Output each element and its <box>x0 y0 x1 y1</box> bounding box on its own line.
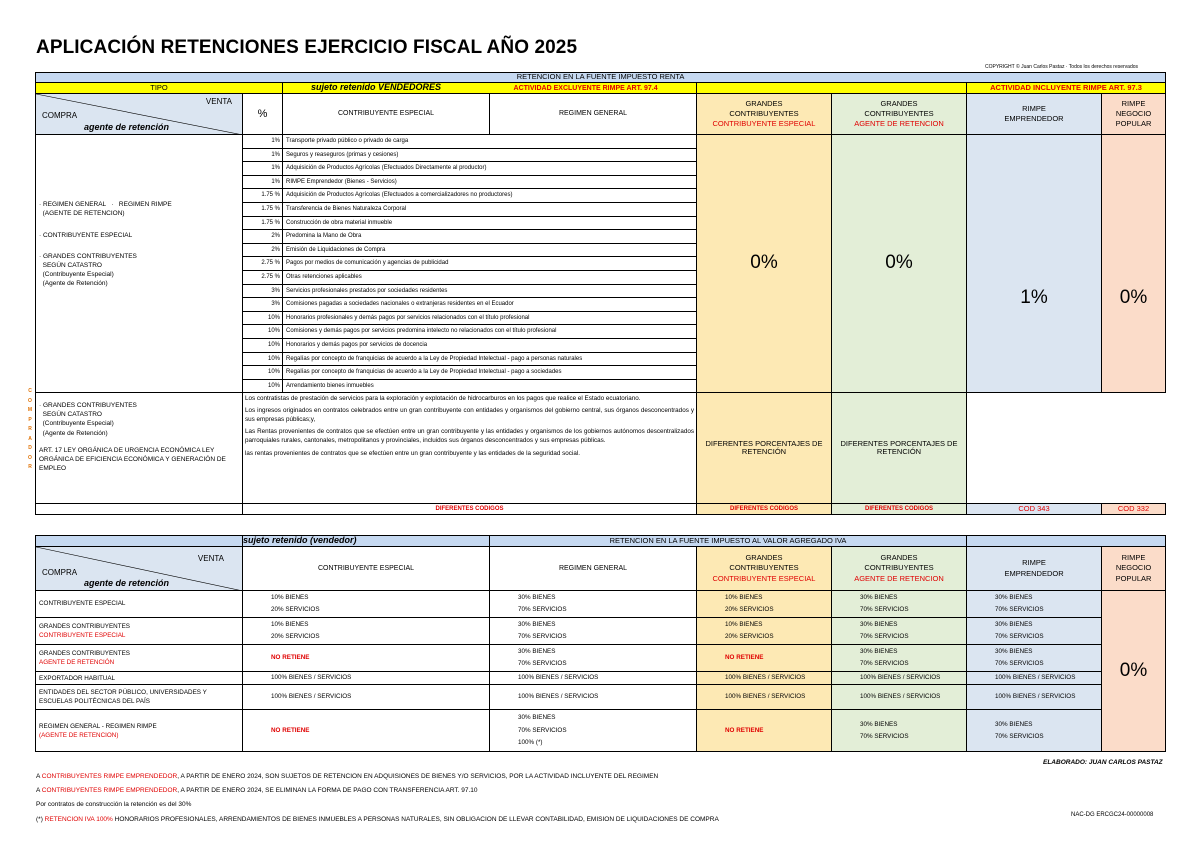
iva-gc1 <box>697 645 832 672</box>
tipo-label: TIPO <box>36 83 283 94</box>
iva-compra-label: COMPRA <box>42 568 78 577</box>
iva-gc2-line: 30% BIENES <box>860 647 898 655</box>
left-block2-line: SEGÚN CATASTRO <box>39 411 102 419</box>
renta-row-desc: Arrendamiento bienes inmuebles <box>283 379 697 393</box>
iva-gc1-line: 10% BIENES <box>725 620 763 628</box>
iva-col-gc2 <box>832 547 967 591</box>
iva-row-name <box>36 645 243 672</box>
renta-paragraph: Los contratistas de prestación de servicios para la exploración y explotación de hidrocarburos en los pagos que realice el Estado ecuatoriano. <box>245 395 641 403</box>
iva-rg <box>490 672 697 685</box>
iva-emp <box>967 685 1102 710</box>
left-block-line: · REGIMEN GENERAL · REGIMEN RIMPE <box>39 201 172 208</box>
col-gc1 <box>697 94 832 135</box>
iva-gc1-line: NO RETIENE <box>725 726 764 734</box>
blank-cell <box>36 504 243 515</box>
left-block-line: · CONTRIBUYENTE ESPECIAL <box>39 231 133 239</box>
col-rimpe-np <box>1102 94 1166 135</box>
left-block2-line: ART. 17 LEY ORGÁNICA DE URGENCIA ECONÓMICA LEY ORGÁNICA DE EFICIENCIA ECONÓMICA Y GENERACIÓN DE EMPLEO <box>39 446 226 472</box>
iva-ce-line: 100% BIENES / SERVICIOS <box>271 693 352 701</box>
excluyente-fill <box>697 83 967 94</box>
iva-emp-line: 70% SERVICIOS <box>995 732 1044 740</box>
iva-rg-line: 100% BIENES / SERVICIOS <box>518 674 599 681</box>
vertical-char: P <box>28 416 32 423</box>
doc-code: NAC-DG ERCGC24-00000008 <box>1071 812 1154 818</box>
renta-row-desc: Transferencia de Bienes Naturaleza Corporal <box>283 202 697 216</box>
np-c: POPULAR <box>1115 119 1152 129</box>
iva-row <box>36 645 1166 672</box>
dif-cod-gc2: DIFERENTES CODIGOS <box>832 504 967 515</box>
renta-row-desc: Predomina la Mano de Obra <box>283 230 697 244</box>
iva-sujeto-cell <box>36 536 243 547</box>
iva-gc2 <box>832 591 967 618</box>
iva-emp-line: 100% BIENES / SERVICIOS <box>995 674 1076 681</box>
iva-rg-line: 30% BIENES <box>518 714 556 722</box>
renta-row-pct: 10% <box>243 311 283 325</box>
val-emp: 1% <box>967 135 1102 393</box>
vertical-char: R <box>28 426 32 432</box>
renta-paragraph: Los ingresos originados en contratos celebrados entre un gran contribuyente con entidades y organismos del gobierno central, sus órganos desconcentrados y sus empresas públicas;y, <box>245 406 694 424</box>
gc1-a: GRANDES <box>745 98 783 108</box>
iva-ce-line: NO RETIENE <box>271 653 310 661</box>
iva-gc2 <box>832 645 967 672</box>
left-block2-line: · GRANDES CONTRIBUYENTES <box>39 402 137 410</box>
gc1-c: CONTRIBUYENTE ESPECIAL <box>712 119 816 129</box>
note-pre: A <box>36 787 42 795</box>
iva-col-emp <box>967 547 1102 591</box>
renta-row-pct: 3% <box>243 284 283 298</box>
iva-row <box>36 591 1166 618</box>
iva-gc1 <box>697 672 832 685</box>
sujeto-row <box>283 83 697 94</box>
iva-emp-line: 30% BIENES <box>995 593 1033 601</box>
note-line <box>36 770 719 784</box>
renta-row-desc: Emisión de Liquidaciones de Compra <box>283 243 697 257</box>
vertical-char: A <box>28 435 32 442</box>
copyright: COPYRIGHT © Juan Carlos Pastaz · Todos los derechos reservados <box>985 64 1139 70</box>
iva-emp <box>967 645 1102 672</box>
iva-row-name-text: REGIMEN GENERAL - REGIMEN RIMPE <box>39 722 157 730</box>
iva-row-name <box>36 591 243 618</box>
iva-emp-line: 30% BIENES <box>995 620 1033 628</box>
iva-row-name-text: ENTIDADES DEL SECTOR PÚBLICO, UNIVERSIDADES Y ESCUELAS POLITÉCNICAS DEL PAÍS <box>39 689 207 706</box>
dif-pct-gc1: DIFERENTES PORCENTAJES DE RETENCIÓN <box>697 393 832 504</box>
dif-cod-gc1: DIFERENTES CODIGOS <box>697 504 832 515</box>
note-post: , A PARTIR DE ENERO 2024, SON SUJETOS DE RETENCION EN ADQUISIONES DE BIENES Y/O SERVICIOS, POR LA ACTIVIDAD INCLUYENTE DEL REGIMEN <box>177 773 659 780</box>
iva-ce <box>243 710 490 752</box>
iva-gc2-line: 70% SERVICIOS <box>860 732 909 740</box>
renta-row-desc: Regalías por concepto de franquicias de acuerdo a la Ley de Propiedad Intelectual - pago a sociedades <box>283 366 697 380</box>
iva-emp-a: RIMPE <box>1022 558 1046 567</box>
renta-row-desc: Seguros y reaseguros (primas y cesiones) <box>283 148 697 162</box>
iva-row-sub: (AGENTE DE RETENCION) <box>39 731 119 739</box>
left-block-line: SEGÚN CATASTRO <box>39 262 102 270</box>
left-block-line: (Agente de Retención) <box>39 279 108 287</box>
iva-emp <box>967 591 1102 618</box>
iva-venta-compra-header <box>36 547 243 591</box>
iva-emp-line: 70% SERVICIOS <box>995 633 1044 640</box>
iva-gc1-line: 20% SERVICIOS <box>725 606 774 613</box>
renta-row-pct: 1% <box>243 162 283 176</box>
iva-np-b: NEGOCIO <box>1115 563 1152 573</box>
iva-emp <box>967 672 1102 685</box>
left-block-2 <box>36 393 243 504</box>
iva-ce-line: 10% BIENES <box>271 620 309 628</box>
iva-rg-line: 70% SERVICIOS <box>518 660 567 667</box>
iva-rg-line: 100% (*) <box>518 738 543 746</box>
iva-emp-line: 30% BIENES <box>995 720 1033 728</box>
iva-col-gc1 <box>697 547 832 591</box>
sujeto-label: sujeto retenido VENDEDORES <box>311 82 442 93</box>
iva-rg <box>490 685 697 710</box>
iva-ce-line: 10% BIENES <box>271 593 309 601</box>
renta-row-desc: Honorarios profesionales y demás pagos por servicios relacionados con el título profesional <box>283 311 697 325</box>
val-gc2: 0% <box>832 135 967 393</box>
left-block2-line: (Agente de Retención) <box>39 429 108 437</box>
vertical-char: C <box>28 388 32 394</box>
iva-gc2-line: 30% BIENES <box>860 620 898 628</box>
renta-row-desc: Otras retenciones aplicables <box>283 270 697 284</box>
renta-row-pct: 1.75 % <box>243 189 283 203</box>
iva-gc1-line: 100% BIENES / SERVICIOS <box>725 693 806 701</box>
iva-row-name-text: CONTRIBUYENTE ESPECIAL <box>39 600 126 608</box>
gc2-c: AGENTE DE RETENCION <box>854 119 944 129</box>
col-ce: CONTRIBUYENTE ESPECIAL <box>283 94 490 135</box>
iva-ce-line: 20% SERVICIOS <box>271 606 320 613</box>
vertical-char: O <box>28 454 32 461</box>
iva-row <box>36 672 1166 685</box>
np-b: NEGOCIO <box>1115 108 1152 118</box>
renta-row-desc: Honorarios y demás pagos por servicios de docencia <box>283 338 697 352</box>
renta-row-pct: 1.75 % <box>243 216 283 230</box>
iva-gc2-line: 100% BIENES / SERVICIOS <box>860 693 941 701</box>
left-block-line: (AGENTE DE RETENCION) <box>39 209 125 217</box>
agente-label: agente de retención <box>84 122 170 132</box>
iva-emp-line: 70% SERVICIOS <box>995 606 1044 613</box>
iva-col-np <box>1102 547 1166 591</box>
iva-row-name-text: EXPORTADOR HABITUAL <box>39 674 116 682</box>
iva-rg <box>490 618 697 645</box>
iva-gc2-line: 30% BIENES <box>860 593 898 601</box>
iva-gc1-b: CONTRIBUYENTES <box>729 563 799 573</box>
renta-row-desc: Servicios profesionales prestados por sociedades residentes <box>283 284 697 298</box>
iva-rg-line: 70% SERVICIOS <box>518 633 567 640</box>
renta-row-pct: 10% <box>243 338 283 352</box>
iva-gc2-line: 70% SERVICIOS <box>860 633 909 640</box>
gc1-b: CONTRIBUYENTES <box>729 108 799 118</box>
left-block-line: · GRANDES CONTRIBUYENTES <box>39 253 137 261</box>
iva-gc2-a: GRANDES <box>880 553 918 563</box>
note-pre: (*) <box>36 815 45 823</box>
renta-row-pct: 10% <box>243 325 283 339</box>
iva-rg-line: 70% SERVICIOS <box>518 726 567 734</box>
renta-row-pct: 2% <box>243 230 283 244</box>
iva-rg-line: 30% BIENES <box>518 593 556 601</box>
renta-row-desc: Regalías por concepto de franquicias de acuerdo a la Ley de Propiedad Intelectual - pago a personas naturales <box>283 352 697 366</box>
iva-ce-line: 100% BIENES / SERVICIOS <box>271 674 352 681</box>
renta-row-desc: Construcción de obra material inmueble <box>283 216 697 230</box>
renta-paragraph: las rentas provenientes de contratos que se efectúen entre un gran contribuyente y las entidades de la seguridad social. <box>245 450 580 458</box>
iva-ce <box>243 672 490 685</box>
emp-b: EMPRENDEDOR <box>1004 114 1064 123</box>
iva-gc2-c: AGENTE DE RETENCION <box>854 573 944 583</box>
iva-emp-b: EMPRENDEDOR <box>1004 568 1064 578</box>
iva-ce <box>243 645 490 672</box>
iva-gc2 <box>832 672 967 685</box>
iva-emp-line: 30% BIENES <box>995 647 1033 655</box>
iva-rg <box>490 645 697 672</box>
iva-venta-label: VENTA <box>197 554 224 563</box>
col-rg: REGIMEN GENERAL <box>490 94 697 135</box>
iva-row-name <box>36 618 243 645</box>
renta-row-desc: Pagos por medios de comunicación y agencias de publicidad <box>283 257 697 271</box>
gc2-b: CONTRIBUYENTES <box>864 108 934 118</box>
dif-cod-main: DIFERENTES CODIGOS <box>243 504 697 515</box>
iva-gc1-line: 20% SERVICIOS <box>725 633 774 640</box>
comprador-vertical-label <box>27 387 33 473</box>
left-block-1 <box>36 135 243 393</box>
note-red: CONTRIBUYENTES RIMPE EMPRENDEDOR <box>41 787 178 795</box>
renta-table <box>35 72 1166 515</box>
iva-gc2-line: 30% BIENES <box>860 720 898 728</box>
iva-rg <box>490 591 697 618</box>
np-a: RIMPE <box>1121 98 1146 108</box>
renta-paragraph: Las Rentas provenientes de contratos que se efectúen entre un gran contribuyente y las entidades y organismos de los gobiernos autónomos descentralizados parroquiales rurales, cantonales, metropolitanos y provinciales, incluidos sus órganos desconcentrados y sus empresas públicas. <box>245 427 694 445</box>
note-post: HONORARIOS PROFESIONALES, ARRENDAMIENTOS DE BIENES INMUEBLES A PERSONAS NATURALES, SIN OBLIGACION DE LLEVAR CONTABILIDAD, EMISION DE LIQUIDACIONES DE COMPRA <box>112 815 719 823</box>
renta-row-pct: 10% <box>243 366 283 380</box>
iva-gc2 <box>832 618 967 645</box>
note-pre: Por contratos de construcción la retención es del 30% <box>36 801 192 809</box>
iva-row-name <box>36 710 243 752</box>
iva-np-a: RIMPE <box>1121 553 1146 563</box>
iva-gc1-line: 10% BIENES <box>725 593 763 601</box>
iva-row-name-text: GRANDES CONTRIBUYENTES <box>39 649 130 657</box>
renta-row-desc: Comisiones y demás pagos por servicios predomina intelecto no relacionados con el título profesional <box>283 325 697 339</box>
note-red: CONTRIBUYENTES RIMPE EMPRENDEDOR <box>41 773 178 780</box>
renta-row <box>36 135 1166 149</box>
iva-gc1 <box>697 710 832 752</box>
iva-row-sub: AGENTE DE RETENCIÓN <box>39 659 115 666</box>
val-gc1: 0% <box>697 135 832 393</box>
renta-row-desc: Adquisición de Productos Agrícolas (Efectuados Directamente al productor) <box>283 162 697 176</box>
vertical-char: O <box>28 397 32 404</box>
note-line <box>36 798 719 812</box>
note-line <box>36 813 719 827</box>
iva-gc2-b: CONTRIBUYENTES <box>864 563 934 573</box>
iva-row-name-text: GRANDES CONTRIBUYENTES <box>39 622 130 630</box>
iva-sujeto: sujeto retenido (vendedor) <box>243 536 490 547</box>
iva-emp <box>967 710 1102 752</box>
page-title: APLICACIÓN RETENCIONES EJERCICIO FISCAL AÑO 2025 <box>36 37 578 58</box>
vertical-char: D <box>28 445 32 451</box>
cod-emp: COD 343 <box>967 504 1102 515</box>
cod-np: COD 332 <box>1102 504 1166 515</box>
iva-gc2-line: 70% SERVICIOS <box>860 660 909 667</box>
iva-gc2-line: 100% BIENES / SERVICIOS <box>860 674 941 681</box>
renta-row-pct: 1.75 % <box>243 202 283 216</box>
venta-label: VENTA <box>205 97 232 106</box>
iva-rg <box>490 710 697 752</box>
note-red: RETENCION IVA 100% <box>44 815 113 823</box>
renta-row-desc: Adquisición de Productos Agrícolas (Efectuados a comercializadores no productores) <box>283 189 697 203</box>
iva-gc1-line: NO RETIENE <box>725 653 764 661</box>
excluyente-label: ACTIVIDAD EXCLUYENTE RIMPE ART. 97.4 <box>513 85 658 93</box>
renta-row-pct: 1% <box>243 175 283 189</box>
col-rimpe-emp <box>967 94 1102 135</box>
iva-row-name <box>36 672 243 685</box>
iva-table <box>35 535 1166 752</box>
iva-rg-line: 30% BIENES <box>518 647 556 655</box>
renta-row-pct: 2.75 % <box>243 257 283 271</box>
note-line <box>36 784 719 798</box>
iva-gc2-line: 70% SERVICIOS <box>860 606 909 613</box>
iva-col-ce: CONTRIBUYENTE ESPECIAL <box>243 547 490 591</box>
iva-row <box>36 685 1166 710</box>
iva-gc2 <box>832 710 967 752</box>
iva-ce-line: NO RETIENE <box>271 726 310 734</box>
iva-banner: RETENCION EN LA FUENTE IMPUESTO AL VALOR AGREGADO IVA <box>490 536 967 547</box>
para-block <box>243 393 697 504</box>
iva-agente-label: agente de retención <box>84 578 170 588</box>
iva-ce <box>243 685 490 710</box>
renta-row-pct: 1% <box>243 148 283 162</box>
iva-np-c: POPULAR <box>1115 573 1152 583</box>
iva-gc1-line: 100% BIENES / SERVICIOS <box>725 674 806 681</box>
dif-pct-gc2: DIFERENTES PORCENTAJES DE RETENCIÓN <box>832 393 967 504</box>
iva-gc2 <box>832 685 967 710</box>
renta-row-pct: 10% <box>243 352 283 366</box>
renta-row-desc: RIMPE Emprendedor (Bienes - Servicios) <box>283 175 697 189</box>
incluyente-label: ACTIVIDAD INCLUYENTE RIMPE ART. 97.3 <box>967 83 1166 94</box>
iva-ce <box>243 618 490 645</box>
note-post: , A PARTIR DE ENERO 2024, SE ELIMINAN LA FORMA DE PAGO CON TRANSFERENCIA ART. 97.10 <box>177 787 478 795</box>
renta-row-pct: 3% <box>243 298 283 312</box>
emp-a: RIMPE <box>1022 103 1046 113</box>
left-block-line: (Contribuyente Especial) <box>39 270 114 278</box>
iva-emp-line: 100% BIENES / SERVICIOS <box>995 693 1076 701</box>
val-np: 0% <box>1102 135 1166 393</box>
iva-row <box>36 710 1166 752</box>
iva-gc1 <box>697 591 832 618</box>
renta-row-desc: Comisiones pagadas a sociedades nacionales o extranjeras residentes en el Ecuador <box>283 298 697 312</box>
notes <box>36 770 719 827</box>
iva-emp-line: 70% SERVICIOS <box>995 660 1044 667</box>
renta-row-pct: 2% <box>243 243 283 257</box>
iva-banner-fill <box>967 536 1166 547</box>
gc2-a: GRANDES <box>880 98 918 108</box>
iva-rg-line: 100% BIENES / SERVICIOS <box>518 693 599 701</box>
vertical-char: R <box>28 464 32 470</box>
iva-row-sub: CONTRIBUYENTE ESPECIAL <box>39 632 126 639</box>
iva-emp <box>967 618 1102 645</box>
venta-compra-header <box>36 94 243 135</box>
iva-rg-line: 70% SERVICIOS <box>518 606 567 613</box>
compra-label: COMPRA <box>42 111 78 120</box>
col-gc2 <box>832 94 967 135</box>
iva-gc1-c: CONTRIBUYENTE ESPECIAL <box>712 573 816 583</box>
iva-row-name <box>36 685 243 710</box>
iva-rg-line: 30% BIENES <box>518 620 556 628</box>
iva-gc1 <box>697 618 832 645</box>
iva-row <box>36 618 1166 645</box>
iva-gc1-a: GRANDES <box>745 553 783 563</box>
left-block2-line: (Contribuyente Especial) <box>39 420 114 428</box>
iva-gc1 <box>697 685 832 710</box>
iva-col-rg: REGIMEN GENERAL <box>490 547 697 591</box>
renta-row-desc: Transporte privado público o privado de carga <box>283 135 697 149</box>
pct-header: % <box>243 94 283 135</box>
iva-ce <box>243 591 490 618</box>
iva-val-np: 0% <box>1102 591 1166 752</box>
renta-row-pct: 2.75 % <box>243 270 283 284</box>
iva-ce-line: 20% SERVICIOS <box>271 633 320 640</box>
renta-banner: RETENCION EN LA FUENTE IMPUESTO RENTA <box>36 73 1166 83</box>
renta-row-pct: 10% <box>243 379 283 393</box>
elaborado: ELABORADO: JUAN CARLOS PASTAZ <box>1043 759 1163 766</box>
renta-row-pct: 1% <box>243 135 283 149</box>
note-pre: A <box>36 773 42 780</box>
vertical-char: M <box>27 407 33 413</box>
